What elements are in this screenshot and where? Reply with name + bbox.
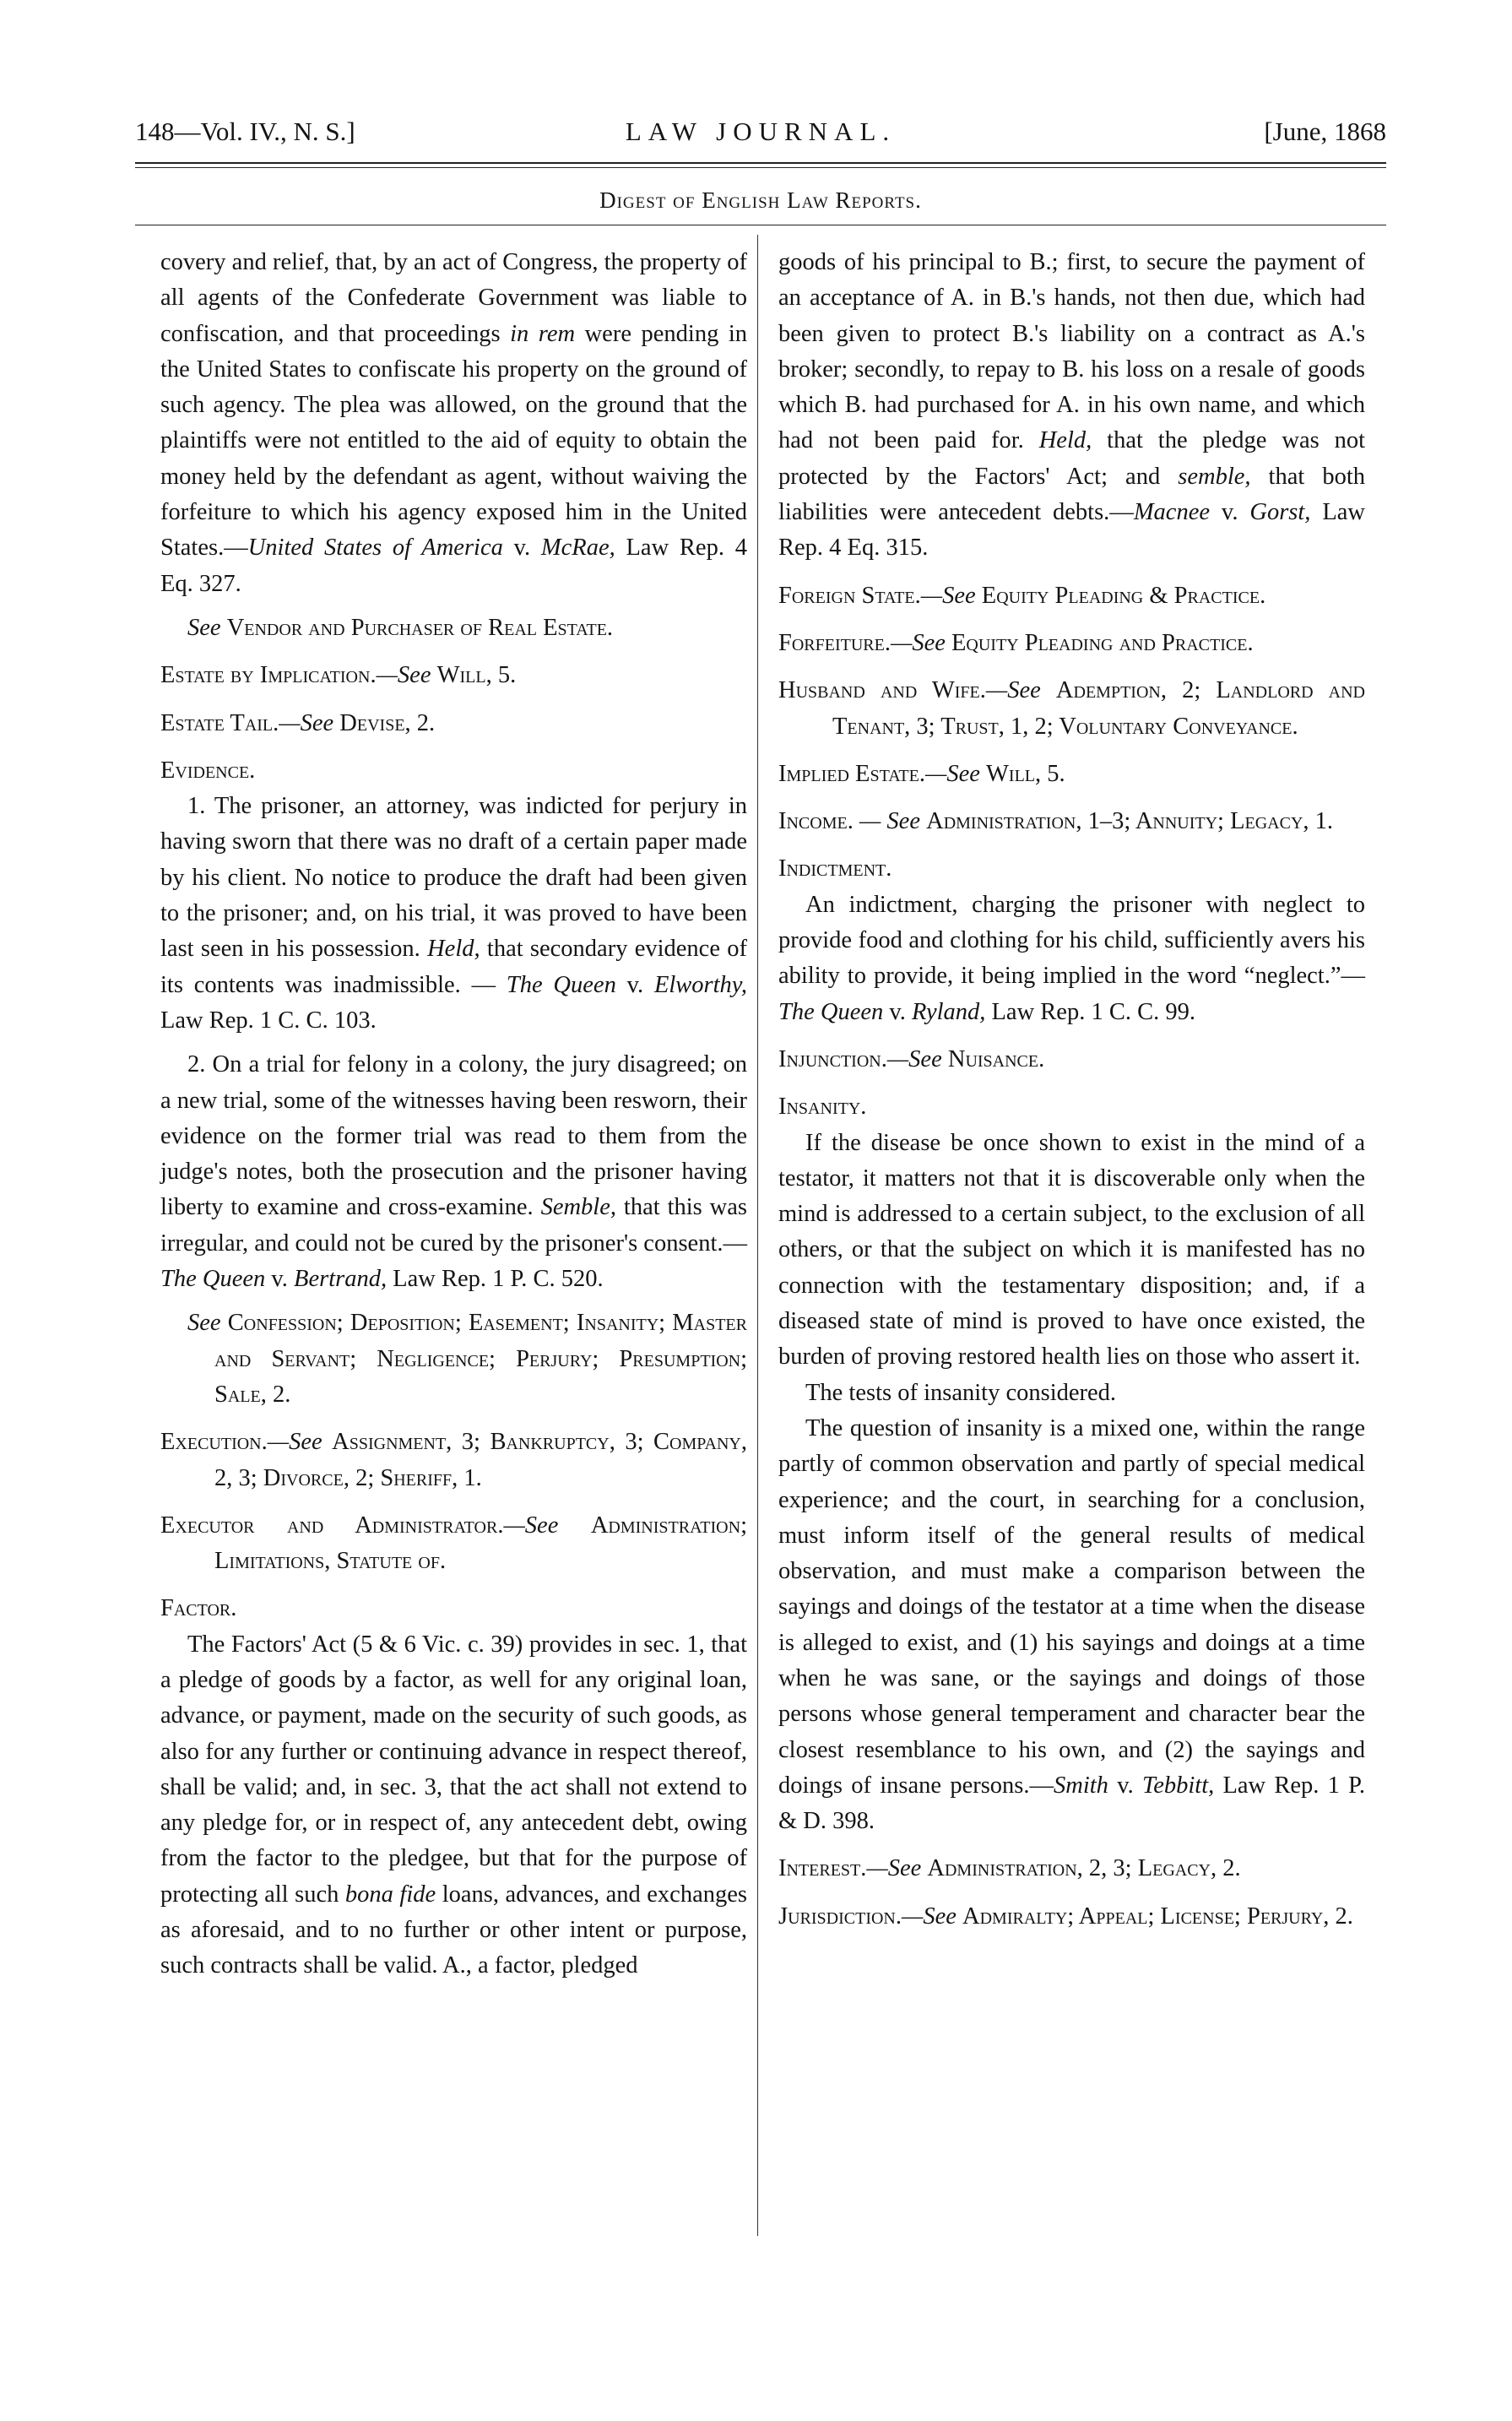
entry-interest: Interest.—See Administration, 2, 3; Legacy, 2. xyxy=(778,1855,1241,1882)
citation: Law Rep. 4 Eq. 315. xyxy=(778,499,1365,562)
citation: Law Rep. 1 C. C. 103. xyxy=(160,1007,377,1034)
entry-indictment-heading: Indictment. xyxy=(778,855,892,882)
factor-paragraph: The Factors' Act (5 & 6 Vic. c. 39) provides in sec. 1, that a pledge of goods by a factor, as well for any original loan, advance, or payment, made on the security of such goods, as also for any further or continuing advance in respect thereof, shall be valid; and, in sec. 3, that the act shall not extend to any pledge for, or in respect of, any antecedent debt, owing from the factor to the pledgee, but that for the purpose of protecting all such bona fide loans, advances, and exchanges as aforesaid, and to no further or other intent or purpose, such contracts shall be valid. A., a factor, pledged xyxy=(160,1631,747,1979)
header-rule-thin xyxy=(135,167,1386,168)
entry-husband-and-wife: Husband and Wife.—See Ademption, 2; Landlord and Tenant, 3; Trust, 1, 2; Voluntary Conveyance. xyxy=(778,677,1365,740)
page-volume-label: 148—Vol. IV., N. S.] xyxy=(135,117,355,146)
issue-date: [June, 1868 xyxy=(1264,117,1386,146)
citation: Law Rep. 4 Eq. 327. xyxy=(160,535,747,597)
citation: Law Rep. 1 P. & D. 398. xyxy=(778,1772,1365,1835)
entry-jurisdiction: Jurisdiction.—See Admiralty; Appeal; License; Perjury, 2. xyxy=(778,1903,1353,1930)
entry-income: Income. — See Administration, 1–3; Annuity; Legacy, 1. xyxy=(778,808,1334,835)
cross-reference: See Vendor and Purchaser of Real Estate. xyxy=(187,614,614,641)
entry-forfeiture: Forfeiture.—See Equity Pleading and Practice. xyxy=(778,629,1254,656)
entry-foreign-state: Foreign State.—See Equity Pleading & Practice. xyxy=(778,582,1266,609)
column-divider xyxy=(757,235,758,2236)
evidence-item-1: 1. The prisoner, an attorney, was indicted for perjury in having sworn that there was no draft of a certain paper made by his client. No notice to produce the draft had been given to the prisoner; and, on his trial, it was proved to have been last seen in his possession. Held, that secondary evidence of its contents was inadmissible. — The Queen v. Elworthy, Law Rep. 1 C. C. 103. xyxy=(160,793,748,1034)
case-name: Bertrand, xyxy=(294,1266,387,1293)
journal-title: LAW JOURNAL. xyxy=(625,117,897,146)
entry-evidence-heading: Evidence. xyxy=(160,757,256,784)
evidence-cross-reference: See Confession; Deposition; Easement; Insanity; Master and Servant; Negligence; Perjury; Presumption; Sale, 2. xyxy=(187,1310,747,1408)
case-name: Tebbitt, xyxy=(1141,1772,1215,1799)
case-name: United States of America xyxy=(247,535,503,562)
case-name: Ryland, xyxy=(912,998,986,1025)
running-head xyxy=(135,117,1386,150)
case-name: Gorst, xyxy=(1249,499,1311,526)
digest-paragraph: covery and relief, that, by an act of Congress, the property of all agents of the Confederate Government was liable to confiscation, and that proceedings in rem were pending in the United States to confiscate his property on the ground of such agency. The plea was allowed, on the ground that the plaintiffs were not entitled to the aid of equity to obtain the money held by the defendant as agent, without waiving the forfeiture to which his agency exposed him in the United States.—United States of America v. McRae, Law Rep. 4 Eq. 327. xyxy=(160,249,748,597)
case-name: Smith xyxy=(1054,1772,1108,1799)
citation: Law Rep. 1 C. C. 99. xyxy=(985,998,1195,1025)
entry-execution: Execution.—See Assignment, 3; Bankruptcy, 3; Company, 2, 3; Divorce, 2; Sheriff, 1. xyxy=(160,1429,747,1491)
case-name: The Queen xyxy=(160,1266,266,1293)
case-name: McRae, xyxy=(540,535,615,562)
entry-estate-tail: Estate Tail.—See Devise, 2. xyxy=(160,709,436,736)
evidence-item-2: 2. On a trial for felony in a colony, the jury disagreed; on a new trial, some of the witnesses having been resworn, their evidence on the former trial was read to them from the judge's notes, both the prosecution and the prisoner having liberty to examine and cross-examine. Semble, that this was irregular, and could not be cured by the prisoner's consent.—The Queen v. Bertrand, Law Rep. 1 P. C. 520. xyxy=(160,1051,747,1293)
entry-injunction: Injunction.—See Nuisance. xyxy=(778,1045,1045,1072)
left-column xyxy=(160,245,747,1984)
entry-factor-heading: Factor. xyxy=(160,1595,237,1622)
factor-continuation: goods of his principal to B.; first, to secure the payment of an acceptance of A. in B.'s hands, not then due, which had been given to protect B.'s liability on a contract as A.'s broker; secondly, to repay to B. his loss on a resale of goods which B. had purchased for A. in his own name, and which had not been paid for. Held, that the pledge was not protected by the Factors' Act; and semble, that both liabilities were antecedent debts.—Macnee v. Gorst, Law Rep. 4 Eq. 315. xyxy=(778,249,1365,562)
case-name: The Queen xyxy=(778,998,884,1025)
header-rule xyxy=(135,162,1386,164)
case-name: Elworthy, xyxy=(653,971,747,998)
insanity-paragraph-1: If the disease be once shown to exist in the mind of a testator, it matters not that it is discoverable only when the mind is addressed to a certain subject, to the exclusion of all others, or that the subject on which it is manifested has no connection with the testamentary disposition; and, if a diseased state of mind is proved to have once existed, the burden of proving restored health lies on those who assert it. xyxy=(778,1129,1365,1371)
case-name: The Queen xyxy=(506,971,616,998)
entry-executor-and-administrator: Executor and Administrator.—See Administration; Limitations, Statute of. xyxy=(160,1512,747,1575)
entry-estate-by-implication: Estate by Implication.—See Will, 5. xyxy=(160,662,517,689)
insanity-paragraph-2: The tests of insanity considered. xyxy=(805,1379,1117,1406)
indictment-paragraph: An indictment, charging the prisoner with neglect to provide food and clothing for his child, sufficiently avers his ability to provide, it being implied in the word “neglect.”—The Queen v. Ryland, Law Rep. 1 C. C. 99. xyxy=(778,891,1365,1025)
entry-insanity-heading: Insanity. xyxy=(778,1094,867,1121)
case-name: Macnee xyxy=(1133,499,1211,526)
entry-implied-estate: Implied Estate.—See Will, 5. xyxy=(778,760,1065,787)
citation: Law Rep. 1 P. C. 520. xyxy=(387,1266,604,1293)
insanity-paragraph-3: The question of insanity is a mixed one, within the range partly of common observation and partly of special medical experience; and the court, in searching for a conclusion, must inform itself of the general results of medical observation, and must make a comparison between the sayings and doings of the testator at a time when the disease is alleged to exist, and (1) his sayings and doings at a time when he was sane, or the sayings and doings of those persons whose general temperament and character bear the closest resemblance to his own, and (2) the sayings and doings of insane persons.—Smith v. Tebbitt, Law Rep. 1 P. & D. 398. xyxy=(778,1414,1365,1835)
section-title: Digest of English Law Reports. xyxy=(599,187,922,213)
right-column xyxy=(778,245,1365,1935)
